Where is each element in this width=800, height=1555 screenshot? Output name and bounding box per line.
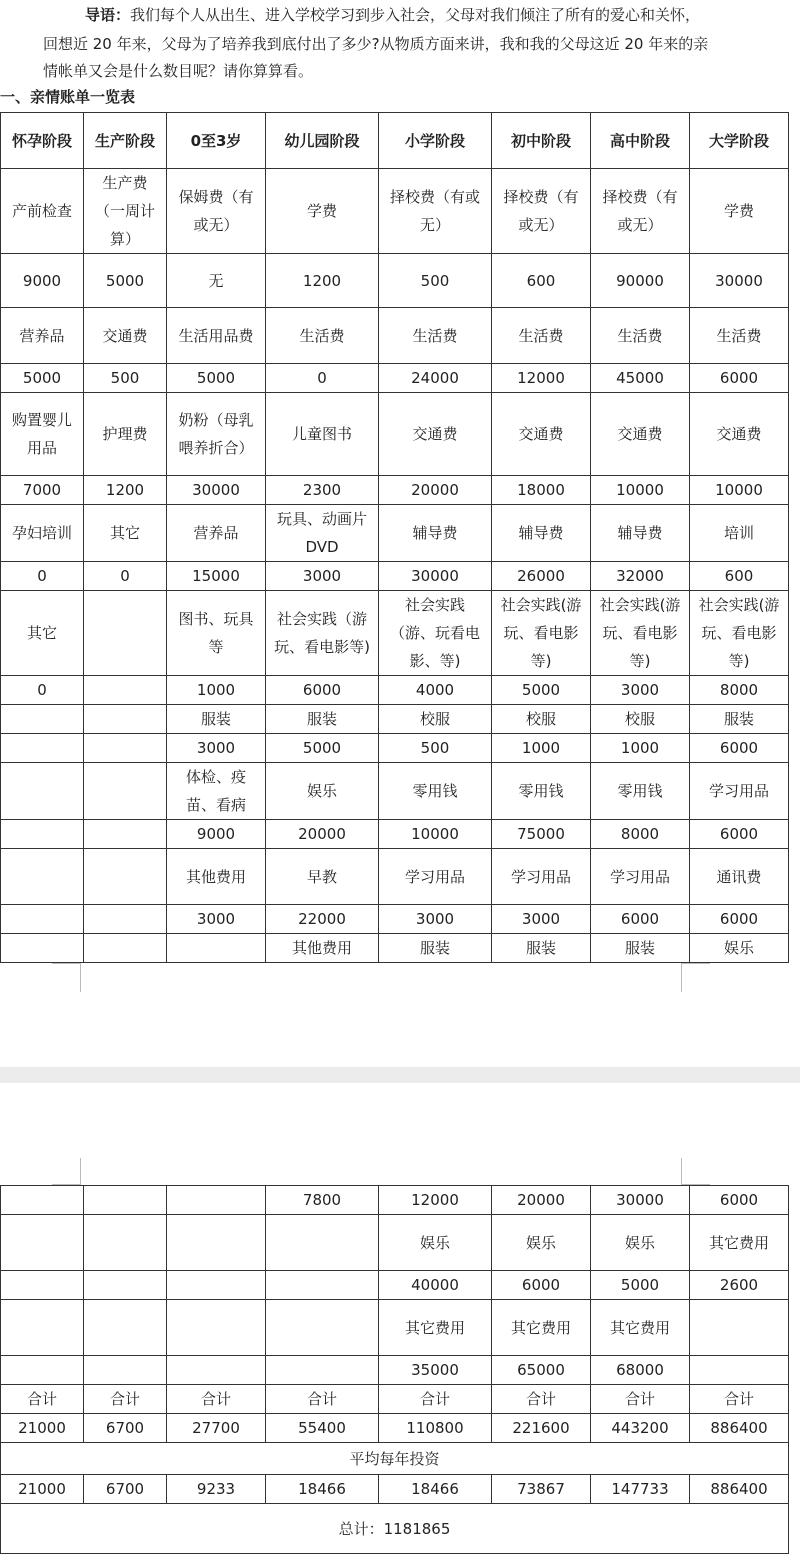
table-cell: 10000 [379,820,492,849]
table-cell: 8000 [690,676,789,705]
table-cell: 2600 [690,1271,789,1300]
table-cell: 500 [379,734,492,763]
table-cell: 其它费用 [591,1300,690,1356]
table-cell [266,1300,379,1356]
table-row [1,562,789,591]
table-cell: 6000 [690,820,789,849]
table-cell: 3000 [379,905,492,934]
intro-line-2: 回想近 20 年来，父母为了培养我到底付出了多少?从物质方面来讲，我和我的父母这近 20 年来的亲 [43,35,709,53]
table-cell: 1000 [492,734,591,763]
table-cell: 75000 [492,820,591,849]
table-cell: 1200 [84,476,167,505]
table-cell: 娱乐 [591,1215,690,1271]
table-cell: 交通费 [379,393,492,476]
average-row [1,1475,789,1504]
table-cell: 1000 [167,676,266,705]
table-cell: 6000 [690,1186,789,1215]
totals-label-row-cell: 合计 [379,1385,492,1414]
table-cell: 生活费 [266,308,379,364]
table-cell: 生活费 [492,308,591,364]
table-cell [84,1215,167,1271]
table-cell: 保姆费（有或无） [167,169,266,254]
table-cell: 玩具、动画片 DVD [266,505,379,562]
table-cell: 护理费 [84,393,167,476]
table-cell: 通讯费 [690,849,789,905]
table-cell: 服装 [167,705,266,734]
table-cell: 服装 [492,934,591,963]
table-cell: 24000 [379,364,492,393]
table-row [1,763,789,820]
table-cell: 12000 [492,364,591,393]
table-cell: 其它 [1,591,84,676]
table-cell: 3000 [167,905,266,934]
totals-label-row-cell: 合计 [690,1385,789,1414]
table-cell [266,1215,379,1271]
crop-mark [52,1158,81,1185]
table-cell [84,905,167,934]
table-cell: 营养品 [167,505,266,562]
table-row [1,1356,789,1385]
table-cell: 学习用品 [379,849,492,905]
table-cell [1,1300,84,1356]
table-cell [1,820,84,849]
table-cell: 社会实践（游玩、看电影等) [266,591,379,676]
table-cell [167,1300,266,1356]
table-cell: 1200 [266,254,379,308]
totals-row-cell: 443200 [591,1414,690,1443]
table-cell: 2300 [266,476,379,505]
table-cell: 购置婴儿用品 [1,393,84,476]
average-row-cell: 21000 [1,1475,84,1504]
table-cell: 营养品 [1,308,84,364]
table-cell: 娱乐 [690,934,789,963]
totals-row-cell: 110800 [379,1414,492,1443]
table-cell [84,676,167,705]
table-cell: 20000 [492,1186,591,1215]
table-cell: 0 [1,676,84,705]
table-cell: 10000 [690,476,789,505]
table-cell: 500 [84,364,167,393]
table-cell: 服装 [591,934,690,963]
table-row [1,364,789,393]
header-cell: 0至3岁 [167,113,266,169]
table-cell: 26000 [492,562,591,591]
totals-row-cell: 27700 [167,1414,266,1443]
table-cell: 零用钱 [379,763,492,820]
table-cell: 5000 [492,676,591,705]
header-cell: 怀孕阶段 [1,113,84,169]
average-label-row [1,1443,789,1475]
table-cell: 35000 [379,1356,492,1385]
table-cell: 0 [266,364,379,393]
header-cell: 小学阶段 [379,113,492,169]
table-cell: 30000 [591,1186,690,1215]
table-row [1,676,789,705]
totals-label-row-cell: 合计 [1,1385,84,1414]
average-row-cell: 18466 [266,1475,379,1504]
totals-label-row-cell: 合计 [84,1385,167,1414]
table-cell [167,1215,266,1271]
table-row [1,393,789,476]
table-row [1,476,789,505]
totals-row [1,1414,789,1443]
table-cell [1,763,84,820]
table-cell: 9000 [1,254,84,308]
table-cell [84,1271,167,1300]
table-cell: 8000 [591,820,690,849]
intro-line-1: 导语：我们每个人从出生、进入学校学习到步入社会，父母对我们倾注了所有的爱心和关怀， [85,6,701,24]
header-cell: 高中阶段 [591,113,690,169]
table-cell: 10000 [591,476,690,505]
table-row [1,934,789,963]
table-row [1,705,789,734]
table-cell: 6000 [266,676,379,705]
grand-total-row-cell: 总计：1181865 [1,1504,789,1554]
table-cell: 生活费 [690,308,789,364]
grand-total-row [1,1504,789,1554]
table-cell: 20000 [266,820,379,849]
table-cell: 奶粉（母乳喂养折合） [167,393,266,476]
totals-row-cell: 21000 [1,1414,84,1443]
table-cell [167,1271,266,1300]
average-row-cell: 18466 [379,1475,492,1504]
table-cell [1,1271,84,1300]
table-cell: 学习用品 [690,763,789,820]
table-cell [84,591,167,676]
table-cell: 40000 [379,1271,492,1300]
table-cell: 5000 [167,364,266,393]
totals-label-row-cell: 合计 [492,1385,591,1414]
table-cell: 18000 [492,476,591,505]
table-cell: 体检、疫苗、看病 [167,763,266,820]
table-cell: 90000 [591,254,690,308]
table-cell [690,1356,789,1385]
table-cell [1,1356,84,1385]
table-row [1,308,789,364]
table-cell [167,1186,266,1215]
table-cell: 5000 [266,734,379,763]
table-cell [1,934,84,963]
table-cell: 辅导费 [379,505,492,562]
table-cell: 5000 [84,254,167,308]
table-cell: 12000 [379,1186,492,1215]
table-cell: 600 [690,562,789,591]
table-cell [84,934,167,963]
table-cell: 6000 [690,905,789,934]
table-cell: 学费 [266,169,379,254]
table-cell: 3000 [591,676,690,705]
table-row [1,591,789,676]
totals-label-row [1,1385,789,1414]
table-cell [84,763,167,820]
table-cell [84,734,167,763]
table-cell: 交通费 [591,393,690,476]
table-cell: 6000 [591,905,690,934]
table-cell [1,705,84,734]
table-cell: 0 [1,562,84,591]
table-cell: 3000 [266,562,379,591]
table-cell: 学习用品 [492,849,591,905]
table-cell: 3000 [167,734,266,763]
table-row [1,169,789,254]
table-cell: 辅导费 [492,505,591,562]
average-label-row-cell: 平均每年投资 [1,1443,789,1475]
table-cell: 20000 [379,476,492,505]
table-cell: 娱乐 [492,1215,591,1271]
totals-row-cell: 886400 [690,1414,789,1443]
table-cell: 交通费 [492,393,591,476]
table-row [1,1271,789,1300]
bill-table-page-1 [0,112,789,963]
table-cell: 零用钱 [591,763,690,820]
average-row-cell: 147733 [591,1475,690,1504]
table-cell [167,1356,266,1385]
table-cell: 培训 [690,505,789,562]
table-cell: 择校费（有或无） [591,169,690,254]
intro-section [0,0,800,86]
table-cell: 生活费 [591,308,690,364]
table-cell [167,934,266,963]
table-cell: 5000 [591,1271,690,1300]
table-cell: 生活费 [379,308,492,364]
crop-mark [681,1158,710,1185]
average-row-cell: 73867 [492,1475,591,1504]
table-cell: 其它 [84,505,167,562]
table-cell: 65000 [492,1356,591,1385]
table-cell: 600 [492,254,591,308]
table-cell: 校服 [492,705,591,734]
table-cell: 娱乐 [379,1215,492,1271]
table-cell: 其它费用 [379,1300,492,1356]
table-cell: 产前检查 [1,169,84,254]
average-row-cell: 886400 [690,1475,789,1504]
table-cell [1,1186,84,1215]
table-cell: 6000 [492,1271,591,1300]
table-cell: 500 [379,254,492,308]
table-cell: 择校费（有或无） [379,169,492,254]
table-cell: 7800 [266,1186,379,1215]
table-cell [84,1356,167,1385]
intro-line-3: 情帐单又会是什么数目呢？请你算算看。 [43,62,314,80]
table-cell: 5000 [1,364,84,393]
table-cell: 交通费 [84,308,167,364]
table-header-row [1,113,789,169]
header-cell: 幼儿园阶段 [266,113,379,169]
totals-label-row-cell: 合计 [591,1385,690,1414]
average-row-cell: 6700 [84,1475,167,1504]
table-cell: 其他费用 [266,934,379,963]
table-cell: 32000 [591,562,690,591]
table-cell [690,1300,789,1356]
table-row [1,849,789,905]
table-cell: 生活用品费 [167,308,266,364]
table-cell: 1000 [591,734,690,763]
table-cell: 45000 [591,364,690,393]
table-cell: 社会实践（游、玩看电影、等) [379,591,492,676]
table-row [1,505,789,562]
table-cell: 其他费用 [167,849,266,905]
header-cell: 初中阶段 [492,113,591,169]
table-cell [84,849,167,905]
section-title: 一、亲情账单一览表 [0,88,136,106]
table-cell: 无 [167,254,266,308]
table-cell: 其它费用 [492,1300,591,1356]
average-row-cell: 9233 [167,1475,266,1504]
table-cell: 早教 [266,849,379,905]
table-cell: 7000 [1,476,84,505]
table-row [1,1215,789,1271]
crop-mark [681,963,710,992]
table-row [1,254,789,308]
table-cell [1,1215,84,1271]
table-cell: 择校费（有或无） [492,169,591,254]
header-cell: 大学阶段 [690,113,789,169]
table-cell: 30000 [379,562,492,591]
table-row [1,734,789,763]
table-cell: 6000 [690,734,789,763]
table-cell [1,905,84,934]
table-cell: 学习用品 [591,849,690,905]
table-cell: 辅导费 [591,505,690,562]
table-cell: 校服 [591,705,690,734]
table-cell: 3000 [492,905,591,934]
table-cell: 社会实践(游玩、看电影等) [492,591,591,676]
table-row [1,1186,789,1215]
totals-label-row-cell: 合计 [266,1385,379,1414]
table-row [1,1300,789,1356]
table-cell: 服装 [690,705,789,734]
table-cell: 学费 [690,169,789,254]
table-cell: 其它费用 [690,1215,789,1271]
table-cell: 服装 [379,934,492,963]
table-cell [266,1356,379,1385]
totals-label-row-cell: 合计 [167,1385,266,1414]
table-cell: 15000 [167,562,266,591]
table-cell: 孕妇培训 [1,505,84,562]
table-cell: 图书、玩具等 [167,591,266,676]
table-cell [84,1300,167,1356]
table-row [1,905,789,934]
table-cell: 30000 [167,476,266,505]
page-gap [0,1067,800,1083]
totals-row-cell: 6700 [84,1414,167,1443]
table-cell: 30000 [690,254,789,308]
table-cell: 68000 [591,1356,690,1385]
totals-row-cell: 55400 [266,1414,379,1443]
header-cell: 生产阶段 [84,113,167,169]
table-cell: 22000 [266,905,379,934]
table-cell [1,849,84,905]
totals-row-cell: 221600 [492,1414,591,1443]
table-cell: 社会实践(游玩、看电影等) [690,591,789,676]
table-cell: 校服 [379,705,492,734]
table-cell: 服装 [266,705,379,734]
table-cell [84,1186,167,1215]
table-cell: 6000 [690,364,789,393]
table-cell: 娱乐 [266,763,379,820]
table-cell [84,820,167,849]
table-cell: 交通费 [690,393,789,476]
table-row [1,820,789,849]
table-cell: 4000 [379,676,492,705]
table-cell: 生产费（一周计算） [84,169,167,254]
bill-table-page-2 [0,1185,789,1554]
table-cell [266,1271,379,1300]
table-cell: 9000 [167,820,266,849]
table-cell: 0 [84,562,167,591]
table-cell [1,734,84,763]
table-cell: 社会实践(游玩、看电影等) [591,591,690,676]
intro-label: 导语： [85,6,131,24]
table-cell: 儿童图书 [266,393,379,476]
table-cell: 零用钱 [492,763,591,820]
crop-mark [52,963,81,992]
table-cell [84,705,167,734]
